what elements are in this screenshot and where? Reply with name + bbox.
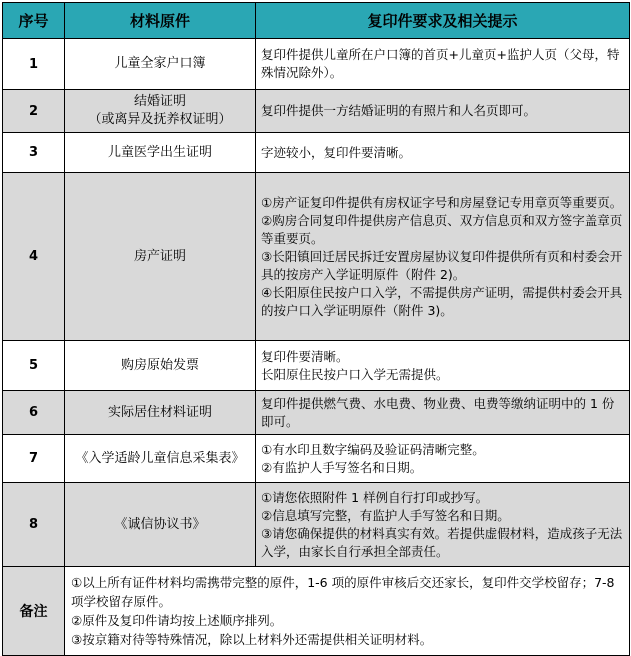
row-no: 4 <box>3 173 65 341</box>
row-requirement <box>256 341 630 391</box>
header-no: 序号 <box>3 3 65 39</box>
requirement-text: 复印件提供儿童所在户口簿的首页+儿童页+监护人页（父母，特殊情况除外）。 <box>261 47 620 80</box>
requirement-text: ①房产证复印件提供有房权证字号和房屋登记专用章页等重要页。 <box>261 194 623 210</box>
row-material <box>65 39 256 90</box>
row-requirement <box>256 39 630 90</box>
table-row <box>3 133 630 173</box>
table-row <box>3 483 630 567</box>
row-material <box>65 435 256 483</box>
row-material <box>65 90 256 133</box>
requirement-text: ③长阳镇回迁居民拆迁安置房屋协议复印件提供所有页和村委会开具的按房产入学证明原件（附件 2)。 <box>261 248 623 282</box>
requirement-text: ②信息填写完整，有监护人手写签名和日期。 <box>261 507 510 523</box>
material-text: 结婚证明 <box>133 94 186 109</box>
row-no: 8 <box>3 483 65 567</box>
row-material <box>65 391 256 435</box>
row-no: 7 <box>3 435 65 483</box>
material-text: （或离异及抚养权证明） <box>88 112 232 127</box>
notes-row <box>3 567 630 656</box>
header-requirement: 复印件要求及相关提示 <box>256 3 630 39</box>
requirement-text: 复印件提供一方结婚证明的有照片和人名页即可。 <box>261 103 537 118</box>
table-header-row <box>3 3 630 39</box>
note-item: ②原件及复印件请均按上述顺序排列。 <box>71 613 283 628</box>
materials-table <box>2 2 630 656</box>
table-row <box>3 90 630 133</box>
row-material <box>65 173 256 341</box>
material-text: 儿童医学出生证明 <box>107 144 212 160</box>
table-row <box>3 39 630 90</box>
material-text: 购房原始发票 <box>120 357 199 373</box>
table-row <box>3 173 630 341</box>
notes-content <box>65 567 630 656</box>
requirement-text: ②购房合同复印件提供房产信息页、双方信息页和双方签字盖章页等重要页。 <box>261 212 623 246</box>
row-requirement <box>256 133 630 173</box>
requirement-text: ④长阳原住民按户口入学，不需提供房产证明，需提供村委会开具的按户口入学证明原件（附件 3)。 <box>261 284 623 318</box>
table-row <box>3 391 630 435</box>
table-row <box>3 341 630 391</box>
row-no: 6 <box>3 391 65 435</box>
requirement-text: ②有监护人手写签名和日期。 <box>261 459 423 475</box>
row-requirement <box>256 391 630 435</box>
requirement-text: 复印件要清晰。 <box>261 348 349 364</box>
row-material <box>65 133 256 173</box>
requirement-text: ③请您确保提供的材料真实有效。若提供虚假材料，造成孩子无法入学，由家长自行承担全部责任。 <box>261 525 623 559</box>
requirement-text: 复印件提供燃气费、水电费、物业费、电费等缴纳证明中的 1 份即可。 <box>261 395 615 429</box>
material-text: 儿童全家户口簿 <box>114 56 206 71</box>
requirement-text: ①请您依照附件 1 样例自行打印或抄写。 <box>261 489 489 505</box>
row-no: 5 <box>3 341 65 391</box>
note-item: ③按京籍对待等特殊情况，除以上材料外还需提供相关证明材料。 <box>71 632 433 647</box>
requirement-text: ①有水印且数字编码及验证码清晰完整。 <box>261 441 485 457</box>
header-material: 材料原件 <box>65 3 256 39</box>
row-requirement <box>256 90 630 133</box>
row-no: 2 <box>3 90 65 133</box>
material-text: 实际居住材料证明 <box>107 404 212 420</box>
row-no: 1 <box>3 39 65 90</box>
row-no: 3 <box>3 133 65 173</box>
row-material <box>65 341 256 391</box>
requirement-text: 字迹较小，复印件要清晰。 <box>261 144 412 160</box>
material-text: 《入学适龄儿童信息采集表》 <box>75 450 245 466</box>
row-requirement <box>256 483 630 567</box>
material-text: 《诚信协议书》 <box>114 516 206 532</box>
row-material <box>65 483 256 567</box>
material-text: 房产证明 <box>133 248 186 264</box>
notes-label: 备注 <box>3 567 65 656</box>
row-requirement <box>256 173 630 341</box>
requirement-text: 长阳原住民按户口入学无需提供。 <box>261 366 449 382</box>
table-row <box>3 435 630 483</box>
row-requirement <box>256 435 630 483</box>
note-item: ①以上所有证件材料均需携带完整的原件，1-6 项的原件审核后交还家长，复印件交学校留存；7-8 项学校留存原件。 <box>71 575 615 609</box>
